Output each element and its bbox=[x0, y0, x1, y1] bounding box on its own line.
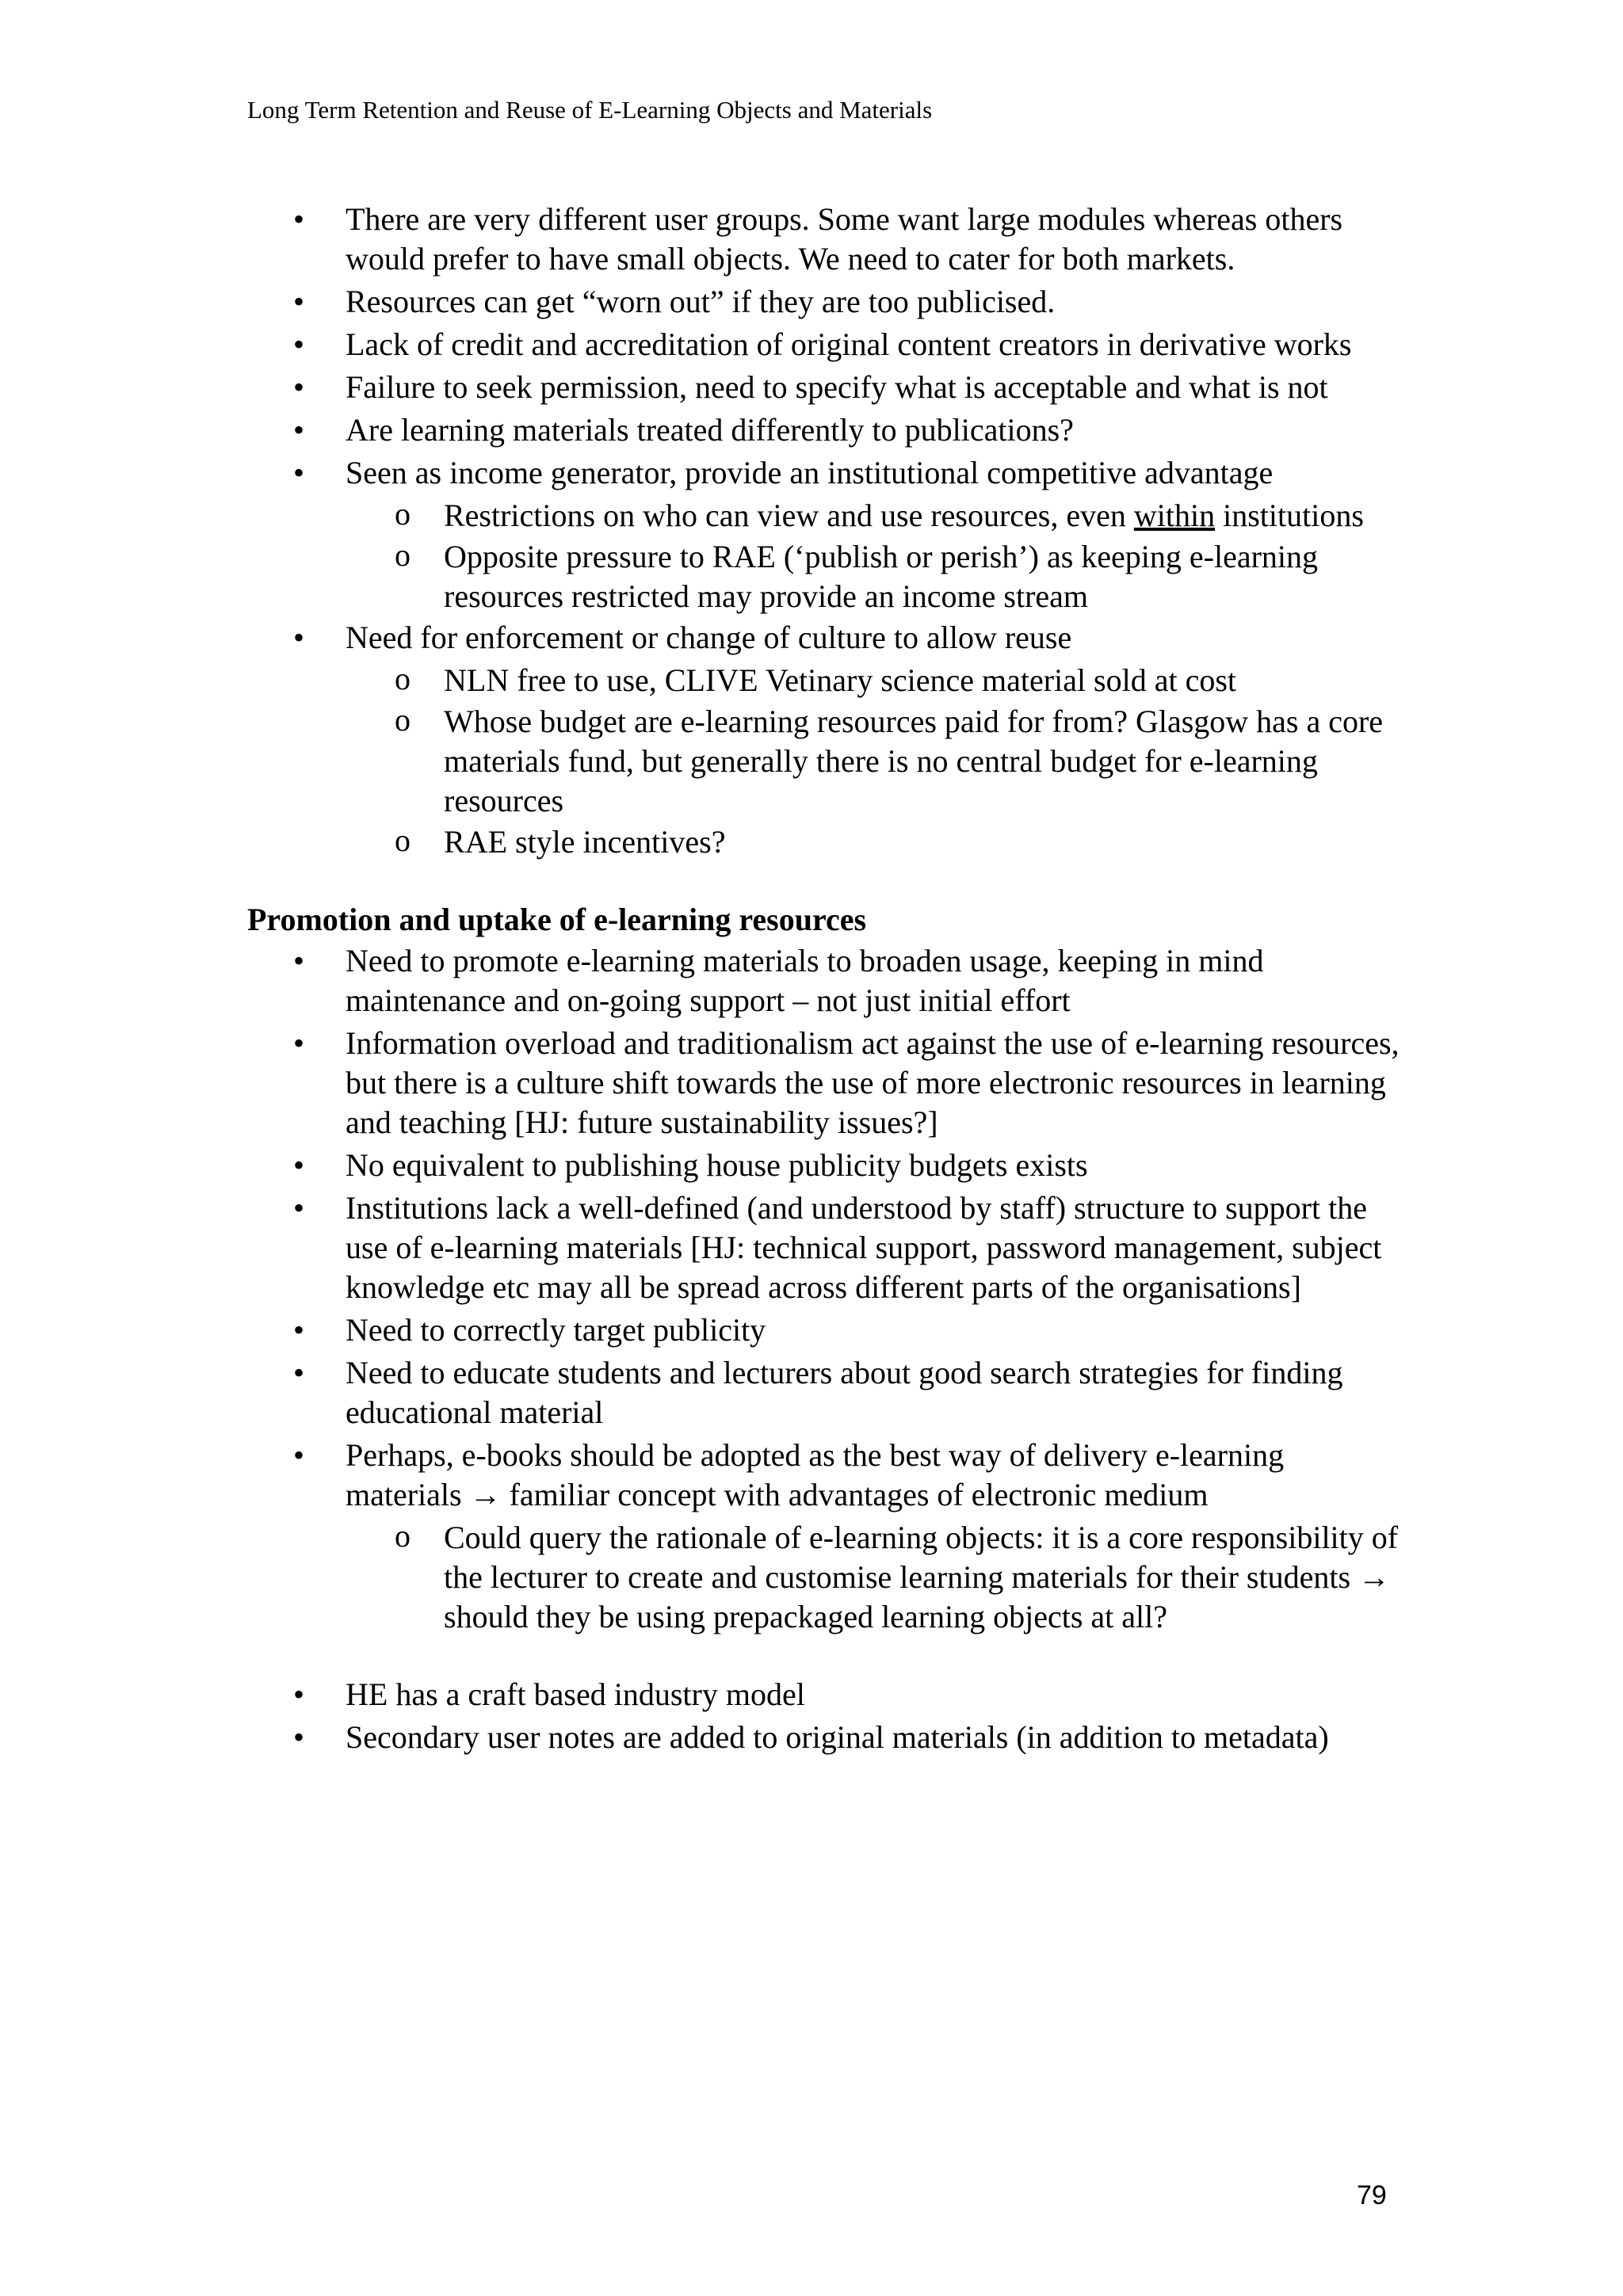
list-item-text: Need to correctly target publicity bbox=[346, 1312, 766, 1348]
bullet-icon: • bbox=[293, 620, 305, 655]
bullet-icon: • bbox=[293, 1676, 305, 1712]
sub-list-item bbox=[247, 822, 1404, 862]
list-item-text: Failure to seek permission, need to specify what is acceptable and what is not bbox=[346, 369, 1328, 405]
spacer bbox=[247, 1638, 1404, 1675]
bullet-icon: • bbox=[293, 412, 305, 448]
list-item bbox=[247, 618, 1404, 658]
list-item-text: Need to educate students and lecturers about good search strategies for finding educational material bbox=[346, 1355, 1343, 1430]
list-item bbox=[247, 1436, 1404, 1515]
bullet-icon: • bbox=[293, 1719, 305, 1755]
bullet-icon: • bbox=[293, 1147, 305, 1183]
sub-list-item bbox=[247, 1518, 1404, 1637]
list-item bbox=[247, 1188, 1404, 1307]
sub-bullet-icon: o bbox=[395, 822, 411, 858]
sub-list-item-text: Whose budget are e-learning resources paid for from? Glasgow has a core materials fund, but generally there is no central budget for e-learning resources bbox=[444, 704, 1384, 818]
list-item-text: Lack of credit and accreditation of original content creators in derivative works bbox=[346, 326, 1352, 362]
bullet-icon: • bbox=[293, 1355, 305, 1390]
sub-list-item bbox=[247, 702, 1404, 821]
sub-list-item-text: institutions bbox=[1215, 498, 1364, 533]
sub-bullet-icon: o bbox=[395, 702, 411, 738]
list-item-text: Need to promote e-learning materials to broaden usage, keeping in mind maintenance and on-going support – not just initial effort bbox=[346, 943, 1264, 1018]
list-item bbox=[247, 453, 1404, 493]
bullet-icon: • bbox=[293, 455, 305, 490]
sub-bullet-icon: o bbox=[395, 537, 411, 573]
sub-bullet-icon: o bbox=[395, 496, 411, 532]
list-item bbox=[247, 1310, 1404, 1350]
list-item bbox=[247, 368, 1404, 407]
list-item-text: Are learning materials treated differently to publications? bbox=[346, 412, 1074, 448]
section-heading: Promotion and uptake of e-learning resources bbox=[247, 902, 867, 937]
underlined-word: within bbox=[1133, 498, 1216, 533]
list-item-text: Information overload and traditionalism act against the use of e-learning resources, but there is a culture shift towards the use of more electronic resources in learning and teaching [HJ: future sustainability issues?] bbox=[346, 1025, 1400, 1140]
list-item-text: Resources can get “worn out” if they are too publicised. bbox=[346, 284, 1056, 319]
sub-list-item-text: RAE style incentives? bbox=[444, 824, 726, 860]
list-item bbox=[247, 1718, 1404, 1757]
list-item bbox=[247, 1675, 1404, 1714]
running-header: Long Term Retention and Reuse of E-Learning Objects and Materials bbox=[247, 96, 933, 124]
bullet-icon: • bbox=[293, 369, 305, 405]
list-item-text: Perhaps, e-books should be adopted as the best way of delivery e-learning materials → familiar concept with advantages of electronic medium bbox=[346, 1437, 1285, 1512]
list-item-text: There are very different user groups. Some want large modules whereas others would prefer to have small objects. We need to cater for both markets. bbox=[346, 201, 1343, 277]
list-item-text: Need for enforcement or change of culture to allow reuse bbox=[346, 620, 1072, 655]
bullet-icon: • bbox=[293, 1437, 305, 1473]
bullet-icon: • bbox=[293, 326, 305, 362]
sub-list-item-text: Restrictions on who can view and use resources, even bbox=[444, 498, 1134, 533]
sub-bullet-icon: o bbox=[395, 661, 411, 696]
list-item-text: Secondary user notes are added to original materials (in addition to metadata) bbox=[346, 1719, 1329, 1755]
list-item bbox=[247, 410, 1404, 450]
bullet-icon: • bbox=[293, 1312, 305, 1348]
bullet-icon: • bbox=[293, 201, 305, 237]
list-item bbox=[247, 941, 1404, 1020]
list-item bbox=[247, 325, 1404, 364]
spacer bbox=[247, 864, 1404, 900]
sub-bullet-icon: o bbox=[395, 1518, 411, 1554]
sub-list-item bbox=[247, 496, 1404, 536]
list-item bbox=[247, 282, 1404, 322]
bullet-icon: • bbox=[293, 943, 305, 978]
list-item-text: HE has a craft based industry model bbox=[346, 1676, 805, 1712]
list-item-text: Institutions lack a well-defined (and understood by staff) structure to support the use of e-learning materials [HJ: technical support, password management, subject knowledge etc may all be spread across different parts of the organisations] bbox=[346, 1190, 1382, 1305]
page-number: 79 bbox=[1357, 2180, 1387, 2210]
bullet-icon: • bbox=[293, 1025, 305, 1061]
list-item bbox=[247, 200, 1404, 279]
sub-list-item bbox=[247, 661, 1404, 700]
sub-list-item-text: Could query the rationale of e-learning objects: it is a core responsibility of the lecturer to create and customise learning materials for their students → should they be using prepackaged learning objects at all? bbox=[444, 1520, 1399, 1634]
list-item-text: Seen as income generator, provide an institutional competitive advantage bbox=[346, 455, 1274, 490]
list-item bbox=[247, 1024, 1404, 1142]
sub-list-item-text: NLN free to use, CLIVE Vetinary science material sold at cost bbox=[444, 662, 1237, 698]
bullet-icon: • bbox=[293, 1190, 305, 1226]
list-item-text: No equivalent to publishing house publicity budgets exists bbox=[346, 1147, 1088, 1183]
sub-list-item bbox=[247, 537, 1404, 616]
sub-list-item-text: Opposite pressure to RAE (‘publish or perish’) as keeping e-learning resources restricted may provide an income stream bbox=[444, 539, 1319, 614]
list-item bbox=[247, 1146, 1404, 1185]
bullet-icon: • bbox=[293, 284, 305, 319]
page-body bbox=[247, 200, 1404, 1760]
list-item bbox=[247, 1353, 1404, 1432]
